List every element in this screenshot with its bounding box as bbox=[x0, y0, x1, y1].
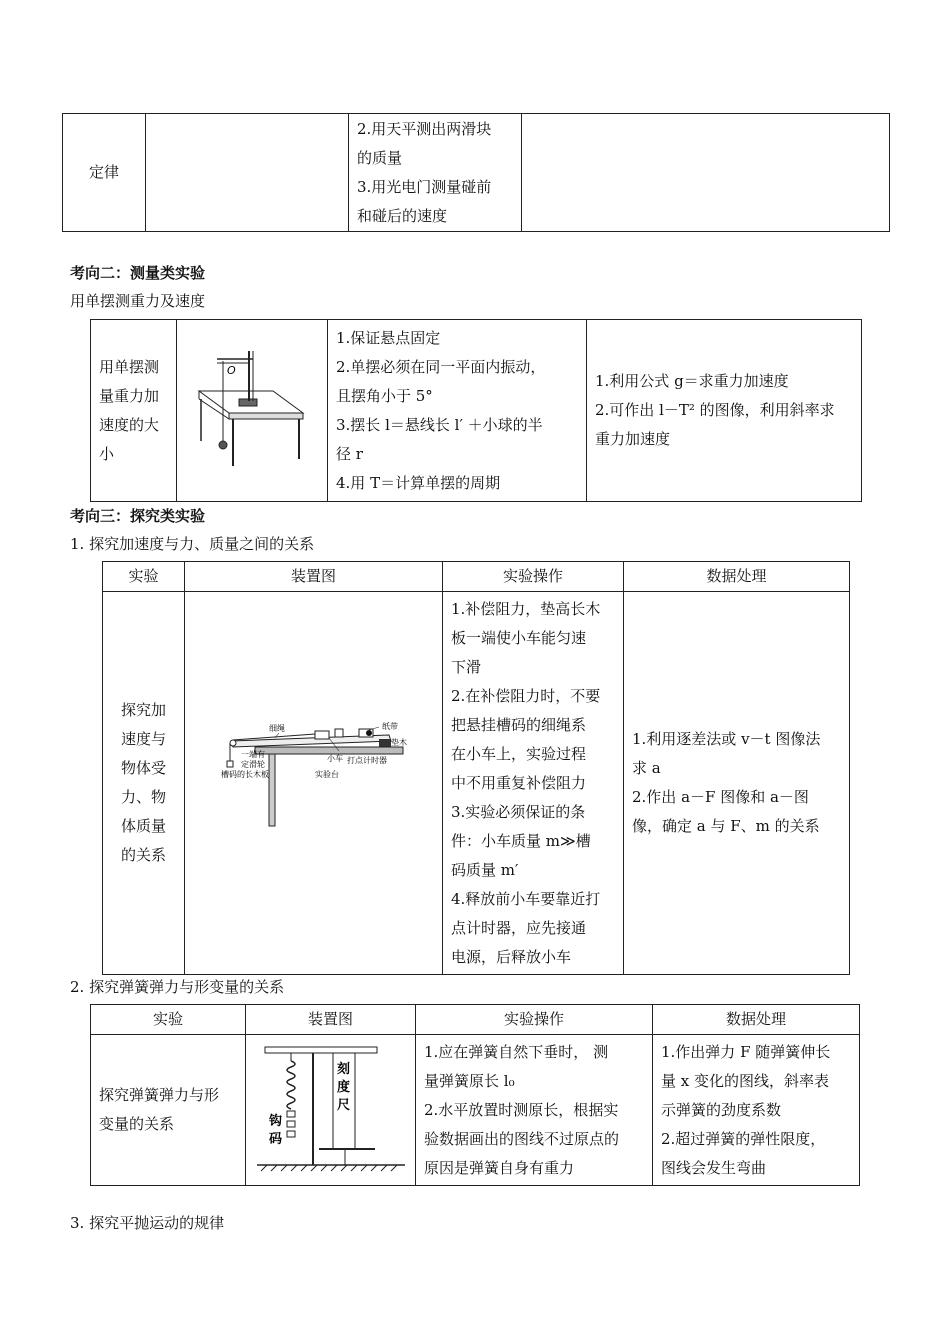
label-weight-2: 码 bbox=[268, 1132, 282, 1147]
label-ruler-2: 度 bbox=[336, 1080, 350, 1095]
pendulum-apparatus-diagram bbox=[187, 341, 317, 471]
data-processing-cell: 1.利用公式 g＝求重力加速度 2.可作出 l－T² 的图像，利用斜率求 重力加速度 bbox=[587, 320, 862, 502]
section2-heading: 考向二：测量类实验 bbox=[70, 264, 206, 282]
item1-title: 1. 探究加速度与力、质量之间的关系 bbox=[70, 535, 315, 553]
experiment-name-cell: 定律 bbox=[63, 114, 146, 232]
label-tape: 纸带 bbox=[381, 721, 398, 731]
label-table: 实验台 bbox=[314, 769, 339, 779]
data-processing-cell: 1.利用逐差法或 v－t 图像法 求 a 2.作出 a－F 图像和 a－图 像，确定 a 与 F、m 的关系 bbox=[624, 592, 850, 975]
item2-title: 2. 探究弹簧弹力与形变量的关系 bbox=[70, 978, 285, 996]
op-line: 的质量 bbox=[357, 148, 403, 167]
op-line: 3.用光电门测量碰前 bbox=[357, 177, 492, 196]
table-row bbox=[63, 114, 890, 232]
header-data: 数据处理 bbox=[624, 562, 850, 592]
label-pad: 垫木 bbox=[390, 737, 407, 747]
header-apparatus: 装置图 bbox=[185, 562, 443, 592]
table-spring bbox=[90, 1004, 860, 1186]
header-operations: 实验操作 bbox=[416, 1005, 653, 1035]
spring-apparatus-diagram bbox=[251, 1035, 411, 1175]
label-weight-1: 钩 bbox=[268, 1114, 282, 1129]
data-cell-empty bbox=[522, 114, 890, 232]
label-ruler-3: 尺 bbox=[336, 1098, 350, 1113]
label-rope: 细绳 bbox=[268, 723, 285, 733]
operations-cell: 1.保证悬点固定 2.单摆必须在同一平面内振动， 且摆角小于 5° 3.摆长 l＝悬线长 l′ ＋小球的半 径 r 4.用 T＝计算单摆的周期 bbox=[328, 320, 587, 502]
experiment-name-cell: 用单摆测 量重力加 速度的大 小 bbox=[91, 320, 177, 502]
op-line: 2.用天平测出两滑块 bbox=[357, 119, 492, 138]
op-line: 和碰后的速度 bbox=[357, 206, 448, 225]
header-operations: 实验操作 bbox=[443, 562, 624, 592]
pendulum-figure-cell bbox=[177, 320, 328, 502]
label-board-2: 定滑轮 bbox=[240, 759, 265, 769]
label-ruler-1: 刻 bbox=[336, 1062, 350, 1077]
header-experiment: 实验 bbox=[103, 562, 185, 592]
operations-cell: 1.应在弹簧自然下垂时， 测 量弹簧原长 l₀ 2.水平放置时测原长，根据实 验数据画出的图线不过原点的 原因是弹簧自身有重力 bbox=[416, 1035, 653, 1186]
pendulum-label-o: O bbox=[227, 363, 236, 377]
figure-cell-empty bbox=[146, 114, 349, 232]
cart-figure-cell bbox=[185, 592, 443, 975]
header-experiment: 实验 bbox=[91, 1005, 246, 1035]
spring-figure-cell bbox=[246, 1035, 416, 1186]
table-row bbox=[91, 1035, 860, 1186]
data-processing-cell: 1.作出弹力 F 随弹簧伸长 量 x 变化的图线，斜率表 示弹簧的劲度系数 2.超过弹簧的弹性限度， 图线会发生弯曲 bbox=[653, 1035, 860, 1186]
item3-title: 3. 探究平抛运动的规律 bbox=[70, 1214, 225, 1232]
table-header-row bbox=[91, 1005, 860, 1035]
experiment-name-cell: 探究弹簧弹力与形 变量的关系 bbox=[91, 1035, 246, 1186]
operations-cell bbox=[349, 114, 522, 232]
label-board-1: 一端有 bbox=[240, 749, 265, 759]
label-board-3: 的长木板 bbox=[236, 769, 269, 779]
label-cart: 小车 bbox=[326, 753, 343, 763]
table-acceleration bbox=[102, 561, 850, 975]
header-data: 数据处理 bbox=[653, 1005, 860, 1035]
section2-subtitle: 用单摆测重力及速度 bbox=[70, 292, 206, 310]
label-weight: 槽码 bbox=[220, 769, 237, 779]
table-row bbox=[103, 592, 850, 975]
section3-heading: 考向三：探究类实验 bbox=[70, 507, 206, 525]
table-row bbox=[91, 320, 862, 502]
label-timer: 打点计时器 bbox=[346, 755, 387, 765]
table-header-row bbox=[103, 562, 850, 592]
table-pendulum bbox=[90, 319, 862, 502]
header-apparatus: 装置图 bbox=[246, 1005, 416, 1035]
experiment-name-cell: 探究加 速度与 物体受 力、物 体质量 的关系 bbox=[103, 592, 185, 975]
operations-cell: 1.补偿阻力，垫高长木 板一端使小车能匀速 下滑 2.在补偿阻力时，不要 把悬挂槽码的细绳系 在小车上，实验过程 中不用重复补偿阻力 3.实验必须保证的条 件：小车质量 m≫槽 码质量 m′ 4.释放前小车要靠近打 点计时器，应先接通 电源，后释放小车 bbox=[443, 592, 624, 975]
table-momentum-continued bbox=[62, 113, 890, 232]
cart-apparatus-diagram bbox=[219, 721, 409, 836]
